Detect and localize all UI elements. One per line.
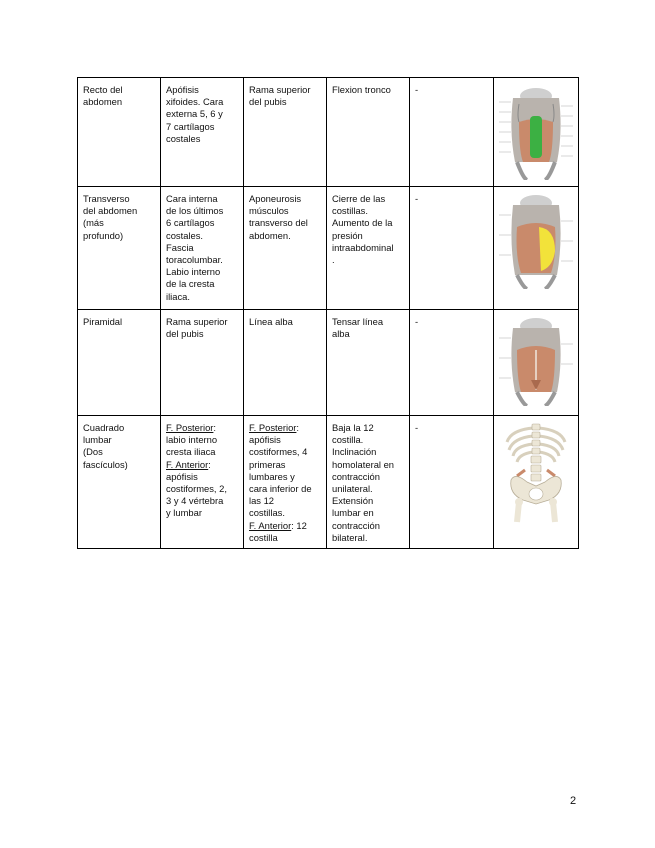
text-line: transverso del [249,217,308,229]
text-line: costilla [249,531,278,543]
text-line: Extensión [332,495,374,507]
text-line: costales. [166,229,203,241]
table-row [78,187,579,310]
text-line: Tensar línea [332,316,384,327]
text-line: Labio interno [166,266,221,278]
text-line: toracolumbar. [166,254,223,266]
text-line: Apófisis [166,84,199,95]
text-line: . [332,254,335,266]
text-line: unilateral. [332,483,373,495]
muscle-table [77,77,579,549]
text-line: costilla. [332,434,364,446]
figure-cell [494,78,579,187]
text-line: músculos [249,205,289,217]
text-line: apófisis [249,434,281,446]
origin-cell [161,416,244,549]
extra-cell [410,416,494,549]
origin-cell [161,78,244,187]
text-line: bilateral. [332,531,368,543]
text-line: cara inferior de [249,483,312,495]
text-line: Fascia [166,241,194,253]
extra-cell [410,310,494,416]
text-line: las 12 [249,495,275,507]
figure-cell [494,416,579,549]
text-line: primeras [249,458,286,470]
text-line: Transverso [83,193,130,204]
insertion-cell [244,187,327,310]
text-line: labio interno [166,434,218,446]
extra-cell [410,187,494,310]
action-cell [327,416,410,549]
text-line: 3 y 4 vértebra [166,495,224,507]
text-line: costiformes, 4 [249,446,308,458]
text-line [249,520,322,532]
text-line: xifoides. Cara [166,96,224,108]
text-line: abdomen [83,96,123,108]
text-line: de los últimos [166,205,224,217]
action-cell [327,78,410,187]
text-line: y lumbar [166,507,202,519]
figure-cell [494,187,579,310]
action-cell [327,310,410,416]
text-line: de la cresta [166,278,215,290]
anterior-label: F. Anterior [249,519,292,531]
text-line: costillas. [332,205,368,217]
text-line: Flexion tronco [332,84,391,95]
text-line: costales [166,132,201,144]
text-line: presión [332,229,363,241]
anterior-tail: : 12 [291,519,307,531]
text-line: fascículos) [83,458,128,470]
muscle-name-cell [78,416,161,549]
text-line: lumbar en [332,507,374,519]
page-number: 2 [570,795,577,807]
torso-anatomy-transverse-highlight-icon [497,191,575,289]
dash-text: - [415,316,419,327]
text-line: del pubis [166,328,204,340]
text-line: Línea alba [249,316,293,327]
text-line: contracción [332,519,380,531]
text-line: F. Anterior: [166,458,211,470]
text-line: Piramidal [83,316,123,327]
text-line: abdomen. [249,229,291,241]
text-line: (Dos [83,446,103,458]
torso-anatomy-pyramidal-icon [497,314,575,406]
text-line: Aumento de la [332,217,393,229]
text-line: contracción [332,470,380,482]
dash-text: - [415,193,419,204]
text-line: Rama superior [249,84,311,95]
text-line: Aponeurosis [249,193,302,204]
anterior-label: F. Anterior [166,458,209,470]
text-line: iliaca. [166,290,190,302]
text-line: Cuadrado [83,422,125,433]
origin-cell [161,187,244,310]
muscle-name-cell [78,187,161,310]
extra-cell [410,78,494,187]
table-row [78,78,579,187]
table-row [78,310,579,416]
text-line: del abdomen [83,205,138,217]
posterior-label: F. Posterior [249,422,297,433]
muscle-name-cell [78,78,161,187]
origin-cell [161,310,244,416]
text-line: homolateral en [332,458,395,470]
text-line: profundo) [83,229,124,241]
text-line: externa 5, 6 y [166,108,223,120]
text-line: costiformes, 2, [166,483,227,495]
insertion-cell [244,416,327,549]
text-line: Baja la 12 [332,422,374,433]
text-line: lumbar [83,434,112,446]
rectus-highlight [530,116,542,158]
text-line: cresta iliaca [166,446,216,458]
dash-text: - [415,422,419,433]
text-line: del pubis [249,96,287,108]
action-cell [327,187,410,310]
text-line: (más [83,217,104,229]
torso-anatomy-rectus-highlight-icon [497,82,575,180]
text-line: F. Posterior: [166,422,217,433]
text-line: Cierre de las [332,193,386,204]
text-line: apófisis [166,470,198,482]
table-row [78,416,579,549]
text-line: Cara interna [166,193,218,204]
skeleton-spine-pelvis-icon [497,420,575,524]
text-line: costillas. [249,507,285,519]
text-line: Inclinación [332,446,377,458]
muscle-name-cell [78,310,161,416]
figure-cell [494,310,579,416]
insertion-cell [244,78,327,187]
text-line: alba [332,328,350,340]
dash-text: - [415,84,419,95]
text-line: Rama superior [166,316,228,327]
text-line: 6 cartílagos [166,217,215,229]
text-line: Recto del [83,84,123,95]
text-line: 7 cartílagos [166,120,215,132]
insertion-cell [244,310,327,416]
text-line: lumbares y [249,470,295,482]
posterior-label: F. Posterior [166,422,214,433]
text-line: intraabdominal [332,241,394,253]
text-line: F. Posterior: [249,422,300,433]
